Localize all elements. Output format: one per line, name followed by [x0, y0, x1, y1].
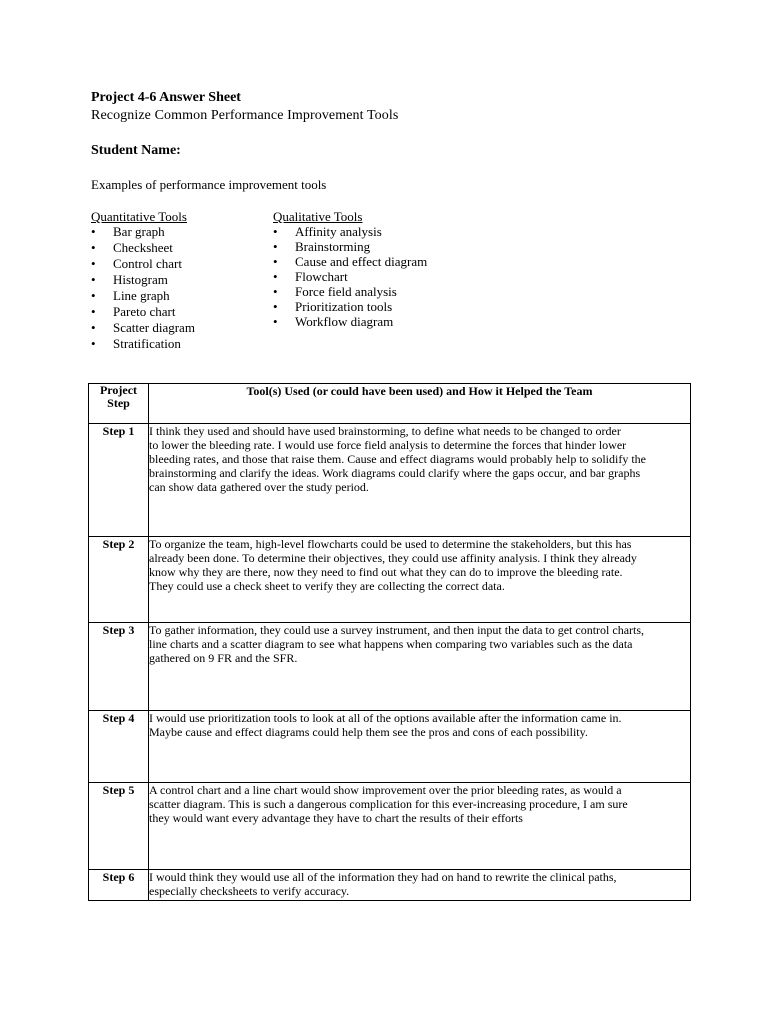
step-answer — [149, 783, 691, 870]
table-row — [89, 623, 691, 711]
quantitative-tool-item — [91, 320, 195, 336]
qualitative-tool-item — [273, 254, 427, 269]
student-name-label: Student Name: — [91, 143, 181, 158]
quantitative-tool-item — [91, 288, 195, 304]
bullet-icon: • — [273, 254, 278, 269]
step-label: Step 6 — [89, 870, 149, 901]
tool-name: Flowchart — [295, 269, 348, 284]
tool-name: Checksheet — [113, 240, 173, 255]
qualitative-tool-item — [273, 224, 427, 239]
answer-line: brainstorming and clarify the ideas. Work diagrams could clarify where the gaps occur, and bar graphs — [149, 466, 641, 480]
quantitative-tool-item — [91, 240, 195, 256]
bullet-icon: • — [91, 272, 96, 287]
tool-name: Workflow diagram — [295, 314, 394, 329]
document-title: Project 4-6 Answer Sheet — [91, 90, 241, 105]
document-subtitle: Recognize Common Performance Improvement Tools — [91, 108, 399, 123]
answer-line: I would use prioritization tools to look at all of the options available after the information came in. — [149, 711, 622, 725]
bullet-icon: • — [273, 314, 278, 329]
bullet-icon: • — [91, 304, 96, 319]
tool-name: Histogram — [113, 272, 168, 287]
step-label: Step 1 — [89, 424, 149, 537]
bullet-icon: • — [273, 284, 278, 299]
quantitative-tool-item — [91, 272, 195, 288]
qualitative-tool-item — [273, 314, 427, 329]
table-row — [89, 711, 691, 783]
bullet-icon: • — [91, 320, 96, 335]
quantitative-tool-item — [91, 224, 195, 240]
bullet-icon: • — [91, 288, 96, 303]
qualitative-tool-item — [273, 299, 427, 314]
answer-line: especially checksheets to verify accuracy. — [149, 884, 350, 898]
quantitative-tool-item — [91, 336, 195, 352]
tool-name: Force field analysis — [295, 284, 397, 299]
quantitative-tool-item — [91, 256, 195, 272]
step-answer — [149, 711, 691, 783]
project-step-header-line1: Project — [99, 383, 138, 397]
bullet-icon: • — [91, 256, 96, 271]
tool-name: Stratification — [113, 336, 181, 351]
answer-line: They could use a check sheet to verify they are collecting the correct data. — [149, 579, 505, 593]
table-header-row — [89, 384, 691, 424]
bullet-icon: • — [91, 240, 96, 255]
table-row — [89, 783, 691, 870]
table-row — [89, 870, 691, 901]
tool-name: Bar graph — [113, 224, 165, 239]
table-row — [89, 537, 691, 623]
answer-line: scatter diagram. This is such a dangerous complication for this ever-increasing procedure, I am sure — [149, 797, 628, 811]
project-step-header-line2: Step — [107, 396, 130, 410]
answer-line: I would think they would use all of the information they had on hand to rewrite the clinical paths, — [149, 870, 617, 884]
quantitative-tools-heading: Quantitative Tools — [91, 209, 187, 224]
tool-name: Affinity analysis — [295, 224, 382, 239]
answer-line: to lower the bleeding rate. I would use force field analysis to determine the forces that hinder lower — [149, 438, 627, 452]
step-answer — [149, 870, 691, 901]
table-row — [89, 424, 691, 537]
qualitative-tool-item — [273, 284, 427, 299]
qualitative-tools-list — [273, 209, 427, 329]
bullet-icon: • — [273, 224, 278, 239]
answer-line: To gather information, they could use a survey instrument, and then input the data to get control charts, — [149, 623, 645, 637]
answer-line: already been done. To determine their objectives, they could use affinity analysis. I think they already — [149, 551, 637, 565]
bullet-icon: • — [273, 269, 278, 284]
answers-table — [88, 383, 691, 901]
answer-line: Maybe cause and effect diagrams could help them see the pros and cons of each possibility. — [149, 725, 588, 739]
step-label: Step 3 — [89, 623, 149, 711]
tool-name: Pareto chart — [113, 304, 176, 319]
answer-line: To organize the team, high-level flowcharts could be used to determine the stakeholders, but this has — [149, 537, 632, 551]
step-label: Step 2 — [89, 537, 149, 623]
examples-intro: Examples of performance improvement tools — [91, 177, 327, 192]
tool-name: Scatter diagram — [113, 320, 195, 335]
tool-name: Brainstorming — [295, 239, 371, 254]
step-answer — [149, 623, 691, 711]
answer-line: I think they used and should have used brainstorming, to define what needs to be changed to order — [149, 424, 621, 438]
answer-line: gathered on 9 FR and the SFR. — [149, 651, 298, 665]
answer-line: A control chart and a line chart would show improvement over the prior bleeding rates, as would a — [149, 783, 622, 797]
bullet-icon: • — [91, 224, 96, 239]
answer-line: they would want every advantage they have to chart the results of their efforts — [149, 811, 523, 825]
step-label: Step 5 — [89, 783, 149, 870]
qualitative-tool-item — [273, 239, 427, 254]
answer-line: can show data gathered over the study period. — [149, 480, 369, 494]
project-step-header — [89, 384, 149, 424]
answer-line: bleeding rates, and those that raise them. Cause and effect diagrams would probably help to solidify the — [149, 452, 646, 466]
tool-name: Control chart — [113, 256, 182, 271]
tool-name: Cause and effect diagram — [295, 254, 428, 269]
bullet-icon: • — [273, 299, 278, 314]
answer-line: know why they are there, now they need to find out what they can do to improve the bleeding rate. — [149, 565, 623, 579]
qualitative-tool-item — [273, 269, 427, 284]
qualitative-tools-heading: Qualitative Tools — [273, 209, 363, 224]
bullet-icon: • — [273, 239, 278, 254]
step-label: Step 4 — [89, 711, 149, 783]
quantitative-tools-list — [91, 209, 195, 352]
step-answer — [149, 537, 691, 623]
bullet-icon: • — [91, 336, 96, 351]
answer-line: line charts and a scatter diagram to see what happens when comparing two variables such as the data — [149, 637, 633, 651]
tools-used-header: Tool(s) Used (or could have been used) and How it Helped the Team — [149, 384, 691, 424]
tool-name: Line graph — [113, 288, 170, 303]
quantitative-tool-item — [91, 304, 195, 320]
step-answer — [149, 424, 691, 537]
tool-name: Prioritization tools — [295, 299, 393, 314]
